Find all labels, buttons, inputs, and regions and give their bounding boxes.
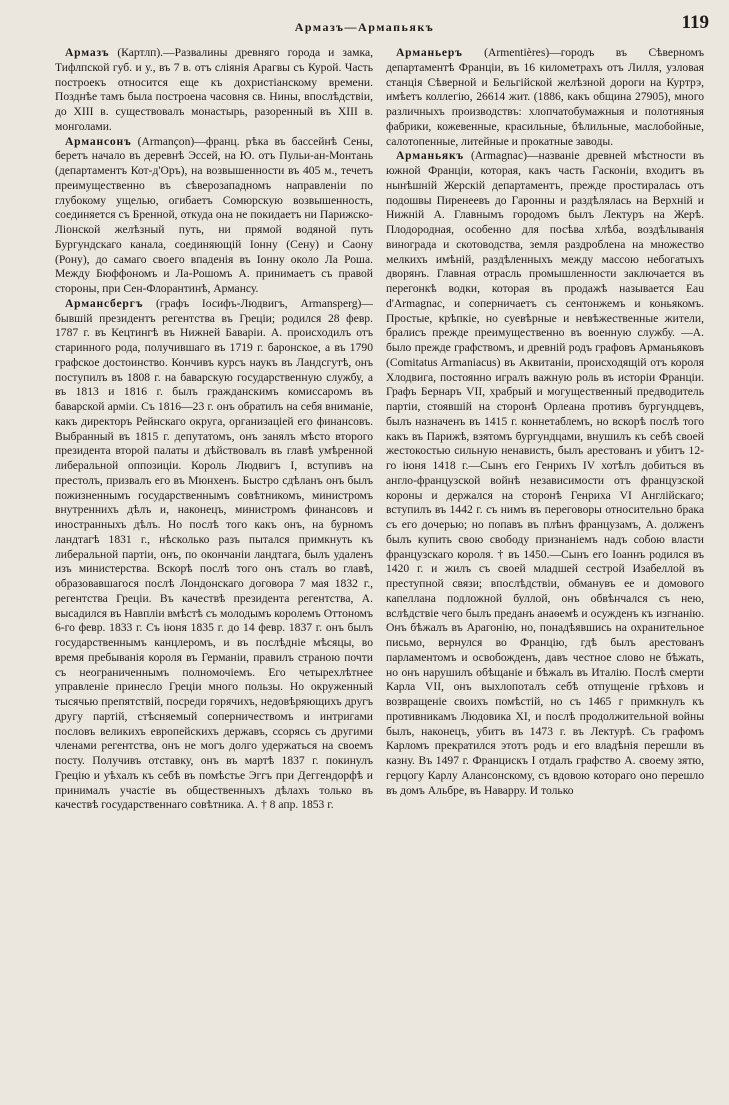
headword: Арманьеръ <box>396 46 463 59</box>
headword: Армансбергъ <box>65 296 144 310</box>
entry-text: (Armagnac)—названіе древней мѣстности въ южной Франціи, которая, какъ часть Гасконіи, входитъ въ нынѣшній Жерскій департаментъ, прежде простиралась отъ подошвы Пиренеевъ до Гаронны и раздѣлялась на Верхній и Нижній А. Главнымъ городомъ былъ Лектуръ на Жерѣ. Плодородная, особенно для посѣва хлѣба, воздѣлыванія винограда и скотоводства, земля раздроблена на множество мелкихъ имѣній, раздѣленныхъ между массою небогатыхъ дворянъ. Главная отрасль промышленности заключается въ перегонкѣ водки, которая въ продажѣ называется Eau d'Armagnac, и соперничаетъ съ сентонжемъ и коньякомъ. Простые, крѣпкіе, но суевѣрные и невѣжественные жители, бралисъ прежде преимущественно въ военную службу. —А. было прежде графствомъ, и древній родъ графовъ Арманьяковъ (Comitatus Armaniacus) въ Аквитаніи, происходящій отъ короля Хлодвига, постоянно игралъ важную роль въ исторіи Франціи. Графъ Бернаръ VII, храбрый и могущественный предводитель партіи, стоявшій на сторонѣ Орлеана противъ бургундцевъ, былъ назначенъ въ 1415 г. коннетаблемъ, но вскорѣ послѣ того какъ въ Парижѣ, взятомъ бургундцами, внушилъ къ себѣ своей жестокостью сильную ненависть, былъ арестованъ и убитъ 12-го іюня 1418 г.—Сынъ его Генрихъ IV хотѣлъ добиться въ англо-французской войнѣ независимости отъ французской короны и держался на сторонѣ Генриха VI Англійскаго; вступилъ въ 1442 г. съ нимъ въ переговоры относительно брака съ его дочерью; но попавъ въ плѣнъ французамъ, А. долженъ былъ купить свою свободу признаніемъ надъ собою власти французскаго короля. † въ 1450.—Сынъ его Іоаннъ родился въ 1420 г. и жилъ съ своей младшей сестрой Изабеллой въ преступной связи; впослѣдствіи, обманувъ ее и домового капеллана подложной буллой, онъ обвѣнчался съ нею, вслѣдствіе чего былъ преданъ анаѳемѣ и осужденъ къ изгнанію. Онъ бѣжалъ въ Арагонію, но, понадѣявшись на охранительное письмо, вернулся во Францію, гдѣ былъ арестованъ парламентомъ и освобожденъ, давъ честное слово не бѣжать, но онъ нарушилъ обѣщаніе и бѣжалъ въ Италію. Послѣ смерти Карла VII, онъ выхлопоталъ себѣ отпущеніе грѣховъ и возвращеніе своихъ помѣстій, но съ 1465 г примкнулъ къ противникамъ Людовика XI, и послѣ продолжительной войны былъ, наконецъ, убитъ въ 1473 г. въ Лектурѣ. Съ графомъ Карломъ прекратился этотъ родъ и его владѣнія перешли въ казну. Въ 1497 г. Францискъ I отдалъ графство А. своему зятю, герцогу Карлу Алансонскому, съ вдовою котораго оно перешло въ домъ Альбре, въ Наварру. И только <box>386 149 704 797</box>
entry-armaz <box>55 46 373 135</box>
headword: Армазъ <box>65 46 110 59</box>
entry-text: (Armançon)—франц. рѣка въ бассейнѣ Сены, беретъ начало въ деревнѣ Эссей, на Ю. отъ Пульи-ан-Монтань (департаментъ Кот-д'Оръ), на возвышенности въ 405 м., течетъ преимущественно въ сѣверозападномъ направленіи по глубокому ущелью, огибаетъ Сомюрскую возвышенность, соединяется съ Бренной, откуда она не покидаетъ ни Парижско-Ліонской желѣзный путь, ни прямой водяной путь Бургундскаго канала, соединяющій Іонну (Сену) и Саону (Рону), до самаго своего впаденія въ Іонну около Ла Роша. Между Бюффономъ и Ла-Рошомъ А. принимаетъ съ правой стороны, при Сен-Флорантинѣ, Армансу. <box>55 134 373 295</box>
page-number: 119 <box>681 12 709 33</box>
entry-text: (Armentières)—городъ въ Сѣверномъ департаментѣ Франціи, въ 16 километрахъ отъ Лилля, узловая станція Сѣверной и Бельгійской желѣзной дороги на Куртрэ, имѣетъ коллегію, 26614 жит. (1886, какъ община 27905), много различныхъ производствъ: хлопчатобумажныя и полотняныя фабрики, кожевенные, красильные, бѣлильные, маслобойные, салотопенные, литейные и прокатные заводы. <box>386 46 704 148</box>
left-column <box>55 46 373 1096</box>
headword: Арманьякъ <box>396 149 464 163</box>
entry-text: (Картлп).—Развалины древняго города и замка, Тифлпской губ. и у., въ 7 в. отъ сліянія Арагвы съ Курой. Часть построекъ относится еще къ дохристіанскому времени. Позднѣе тамъ была построена часовня св. Нины, впослѣдствіи, до XIII в. существовалъ монастырь, разоренный въ XIII в. монголами. <box>55 46 373 133</box>
page-header <box>0 10 729 38</box>
running-head: Армазъ—Армапьякъ <box>294 20 435 34</box>
entry-armentieres <box>386 46 704 149</box>
entry-text: (графъ Іосифъ-Людвигъ, Armansperg)—бывшій президентъ регентства въ Греціи; родился 28 февр. 1787 г. въ Кецтингѣ въ Нижней Баваріи. А. происходилъ отъ старинного рода, получившаго въ 1719 г. баронское, а въ 1790 графское достоинство. Кончивъ курсъ наукъ въ Ландсгутѣ, онъ поступилъ въ 1808 г. на баварскую государственную службу, а въ 1813 и 1816 г. былъ гражданскимъ комиссаромъ въ баварской арміи. Съ 1816—23 г. онъ обратилъ на себя вниманіе, какъ директоръ Рейнскаго округа, организаціей его финансовъ. Выбранный въ 1815 г. депутатомъ, онъ занялъ мѣсто второго президента второй палаты и дѣйствовалъ въ главѣ умѣренной либеральной оппозиціи. Король Людвигъ I, вступивъ на престолъ, призвалъ его въ Мюнхенъ. Быстро сдѣланъ онъ былъ пожизненнымъ государственнымъ совѣтникомъ, министромъ внутреннихъ дѣлъ и, наконецъ, министромъ финансовъ и иностранныхъ дѣлъ. Но послѣ того какъ онъ, на бурномъ ландтагѣ 1831 г., нѣсколько разъ пытался примкнуть къ либеральной партіи, онъ, по окончаніи ландтага, былъ удаленъ изъ министерства. Вскорѣ послѣ того онъ сталъ во главѣ, образовавшагося послѣ Лондонскаго договора 7 мая 1832 г., регентства Греціи. Въ качествѣ президента регентства, А. высадился въ Навпліи вмѣстѣ съ молодымъ королемъ Оттономъ 6-го февр. 1833 г. Съ іюня 1835 г. до 14 февр. 1837 г. онъ былъ государственнымъ канцлеромъ, и въ послѣдніе мѣсяцы, во время пребыванія короля въ Германіи, правилъ страною почти съ неограниченнымъ полномочіемъ. Его четырехлѣтнее управленіе принесло Греціи много пользы. Но окруженный тысячью препятствій, посреди горячихъ, недовѣряющихъ другъ другу партій, стѣсняемый соперничествомъ и интригами пословъ великихъ европейскихъ державъ, ссорясь съ другими членами регентства, онъ не могъ долго удержаться на своемъ посту. Получивъ отставку, онъ въ мартѣ 1837 г. покинулъ Грецію и уѣхалъ къ себѣ въ помѣстье Эггъ при Деггендорфѣ и принималъ участіе въ общественныхъ дѣлахъ только въ качествѣ государственнаго совѣтника. А. † 8 апр. 1853 г. <box>55 296 373 812</box>
entry-armansperg <box>55 297 373 813</box>
entry-armanson <box>55 135 373 297</box>
entry-armagnac <box>386 149 704 798</box>
headword: Армансонъ <box>65 134 132 148</box>
right-column <box>386 46 704 1096</box>
